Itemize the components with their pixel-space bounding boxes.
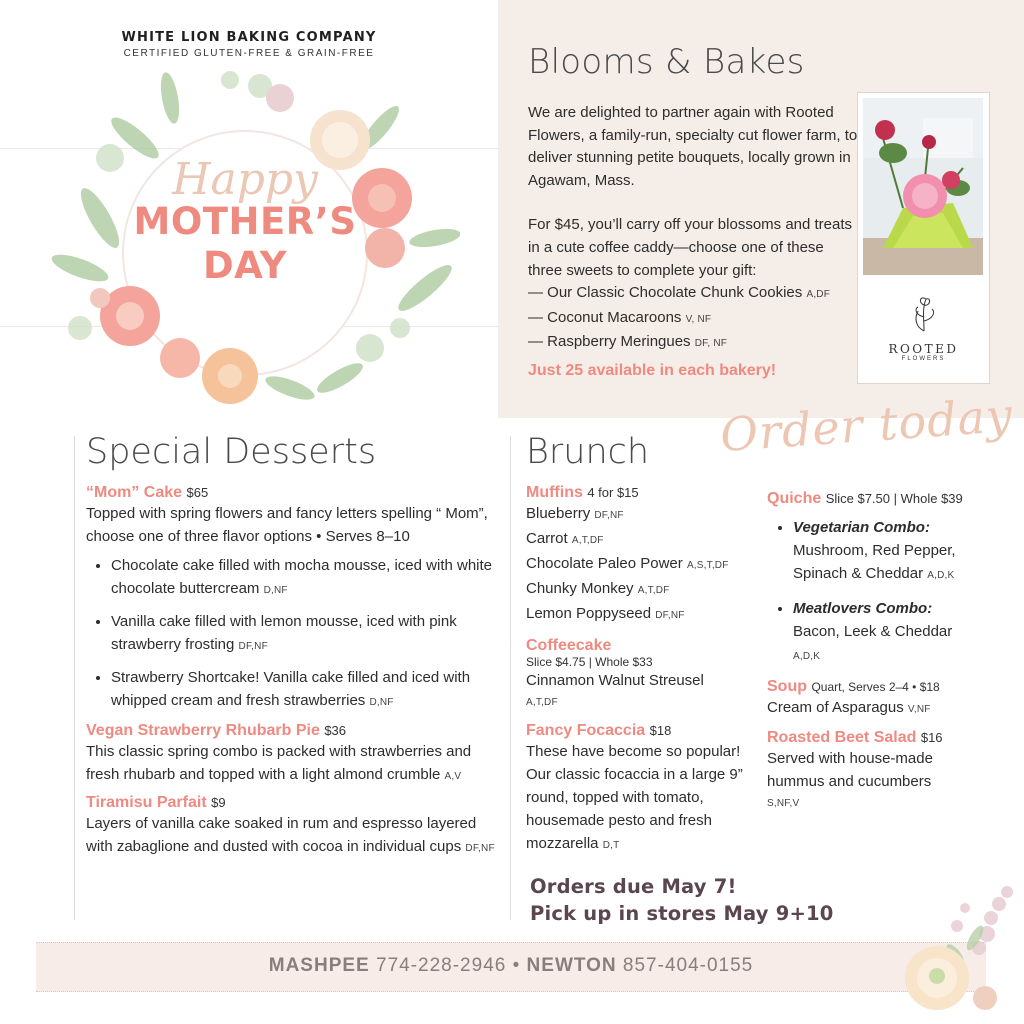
option-tags: D,NF xyxy=(263,585,288,596)
item-price: Slice $4.75 | Whole $33 xyxy=(526,655,653,669)
greeting-script: Happy xyxy=(172,154,318,205)
option-text: Vanilla cake filled with lemon mousse, iced with pink strawberry frosting xyxy=(111,613,457,653)
menu-item-quiche xyxy=(767,490,997,668)
flavor-tags: A,S,T,DF xyxy=(686,560,729,571)
quiche-combo xyxy=(793,516,997,587)
item-price: $65 xyxy=(186,485,209,500)
combo-title: Meatlovers Combo: xyxy=(793,600,933,617)
special-desserts-section xyxy=(86,432,498,866)
menu-item-coffeecake xyxy=(526,637,761,714)
separator-dot: • xyxy=(512,955,521,976)
menu-item-muffins xyxy=(526,484,761,627)
option-text: Chocolate cake filled with mocha mousse, iced with white chocolate buttercream xyxy=(111,557,493,597)
blooms-option xyxy=(528,282,858,307)
flavor-name: Blueberry xyxy=(526,505,591,522)
logo-subtitle: FLOWERS xyxy=(901,356,946,362)
blooms-paragraph: We are delighted to partner again with Rooted Flowers, a family-run, specialty cut flower farm, to deliver stunning petite bouquets, locally grown in Agawam, Mass. xyxy=(528,104,858,189)
logo-wordmark: ROOTED xyxy=(888,342,959,356)
option-text: Strawberry Shortcake! Vanilla cake filled and iced with whipped cream and fresh strawberries xyxy=(111,669,471,709)
item-price: 4 for $15 xyxy=(587,485,639,500)
combo-tags: A,D,K xyxy=(927,570,955,581)
item-name: Coffeecake xyxy=(526,637,612,654)
flavor-option xyxy=(111,554,498,602)
phone-newton: 857-404-0155 xyxy=(622,955,754,976)
pickup-dates: Pick up in stores May 9+10 xyxy=(530,902,834,925)
brand-name: WHITE LION BAKING COMPANY xyxy=(121,30,377,45)
item-description xyxy=(86,812,498,860)
menu-item-soup xyxy=(767,678,997,721)
section-title: Special Desserts xyxy=(86,432,377,472)
brand-header xyxy=(0,30,498,59)
phone-mashpee: 774-228-2946 xyxy=(376,955,507,976)
item-price: Slice $7.50 | Whole $39 xyxy=(825,491,963,506)
item-price: Quart, Serves 2–4 • $18 xyxy=(811,680,940,694)
flavor-tags: DF,NF xyxy=(655,610,685,621)
flavor-name: Cream of Asparagus xyxy=(767,699,904,716)
flavor-options xyxy=(86,554,498,714)
item-flavor: Cinnamon Walnut Streusel xyxy=(526,672,704,689)
option-name: — Coconut Macaroons xyxy=(528,308,682,326)
item-price: $16 xyxy=(920,730,943,745)
orders-due-notice xyxy=(530,873,834,927)
option-tags: D,NF xyxy=(369,697,394,708)
option-name: — Our Classic Chocolate Chunk Cookies xyxy=(528,284,803,302)
limited-availability: Just 25 available in each bakery! xyxy=(528,362,777,379)
brunch-section xyxy=(526,432,761,863)
flavor-option xyxy=(111,610,498,658)
blooms-option xyxy=(528,331,858,356)
flavor-tags: A,T,DF xyxy=(571,535,604,546)
menu-item-salad xyxy=(767,729,997,815)
item-description: Topped with spring flowers and fancy letters spelling “ Mom”, choose one of three flavor options • Serves 8–10 xyxy=(86,505,488,545)
option-tags: A,DF xyxy=(806,289,831,301)
item-price: $36 xyxy=(324,723,347,738)
option-tags: DF, NF xyxy=(694,338,728,350)
column-divider xyxy=(510,436,511,920)
column-divider xyxy=(74,436,75,920)
rooted-flowers-logo xyxy=(858,289,989,362)
item-tags: S,NF,V xyxy=(767,798,800,809)
combo-tags: A,D,K xyxy=(793,651,821,662)
muffin-flavor xyxy=(526,552,761,577)
item-name: Roasted Beet Salad xyxy=(767,729,917,746)
quiche-combo xyxy=(793,597,997,668)
greeting-title-line2: DAY xyxy=(202,244,288,287)
photo-card xyxy=(857,92,990,384)
item-tags: A,V xyxy=(444,771,462,782)
flavor-name: Chocolate Paleo Power xyxy=(526,555,683,572)
combo-description: Bacon, Leek & Cheddar xyxy=(793,623,953,640)
bouquet-photo xyxy=(863,98,983,275)
flavor-tags: A,T,DF xyxy=(637,585,670,596)
muffin-flavor xyxy=(526,527,761,552)
option-tags: DF,NF xyxy=(238,641,268,652)
order-today-script: Order today xyxy=(718,387,1015,463)
muffin-flavor xyxy=(526,577,761,602)
location-newton: NEWTON xyxy=(526,955,617,976)
mothers-day-greeting xyxy=(120,154,370,288)
blooms-description xyxy=(528,102,858,356)
item-name: Vegan Strawberry Rhubarb Pie xyxy=(86,722,320,739)
flower-sketch-icon xyxy=(904,289,944,333)
item-name: Fancy Focaccia xyxy=(526,722,646,739)
flavor-name: Lemon Poppyseed xyxy=(526,605,652,622)
item-name: Soup xyxy=(767,678,807,695)
item-name: “Mom” Cake xyxy=(86,484,183,501)
footer-contact xyxy=(36,955,986,977)
item-price: $18 xyxy=(649,723,672,738)
blooms-option xyxy=(528,307,858,332)
item-tags: V,NF xyxy=(907,704,931,715)
description-text: This classic spring combo is packed with strawberries and fresh rhubarb and topped with a light almond crumble xyxy=(86,743,472,783)
combo-description: Mushroom, Red Pepper, Spinach & Cheddar xyxy=(793,542,956,582)
item-name: Muffins xyxy=(526,484,583,501)
item-description: Served with house-made hummus and cucumbers xyxy=(767,750,933,790)
item-tags: D,T xyxy=(602,840,620,851)
item-tags: DF,NF xyxy=(465,843,495,854)
item-tags: A,T,DF xyxy=(526,697,558,708)
option-name: — Raspberry Meringues xyxy=(528,333,691,351)
brand-tagline: CERTIFIED GLUTEN-FREE & GRAIN-FREE xyxy=(123,48,375,59)
menu-item-focaccia xyxy=(526,722,761,857)
brunch-right-column xyxy=(767,490,997,821)
flavor-name: Chunky Monkey xyxy=(526,580,634,597)
option-tags: V, NF xyxy=(685,313,712,325)
corner-flower-illustration xyxy=(895,878,1024,1024)
combo-title: Vegetarian Combo: xyxy=(793,519,930,536)
muffin-flavor xyxy=(526,502,761,527)
blooms-paragraph: For $45, you’ll carry off your blossoms and treats in a cute coffee caddy—choose one of these three sweets to complete your gift: xyxy=(528,216,853,279)
item-name: Quiche xyxy=(767,490,822,507)
menu-item-vegan-pie xyxy=(86,722,498,788)
description-text: These have become so popular! Our classic focaccia in a large 9” round, topped with tomato, housemade pesto and fresh mozzarella xyxy=(526,743,743,852)
muffin-flavor xyxy=(526,602,761,627)
flavor-name: Carrot xyxy=(526,530,568,547)
quiche-combos xyxy=(767,516,997,668)
item-name: Tiramisu Parfait xyxy=(86,794,207,811)
greeting-title-line1: MOTHER’S xyxy=(133,200,357,243)
flavor-tags: DF,NF xyxy=(594,510,624,521)
item-price: $9 xyxy=(211,795,226,810)
description-text: Layers of vanilla cake soaked in rum and espresso layered with zabaglione and dusted with cocoa in individual cups xyxy=(86,815,477,855)
section-title: Brunch xyxy=(526,432,650,472)
menu-item-tiramisu xyxy=(86,794,498,860)
order-deadline: Orders due May 7! xyxy=(530,875,737,898)
item-flavor xyxy=(767,696,997,721)
location-mashpee: MASHPEE xyxy=(268,955,370,976)
menu-item-mom-cake xyxy=(86,484,498,714)
blooms-title: Blooms & Bakes xyxy=(528,42,805,82)
flavor-option xyxy=(111,666,498,714)
item-description xyxy=(526,740,751,857)
item-description xyxy=(86,740,498,788)
